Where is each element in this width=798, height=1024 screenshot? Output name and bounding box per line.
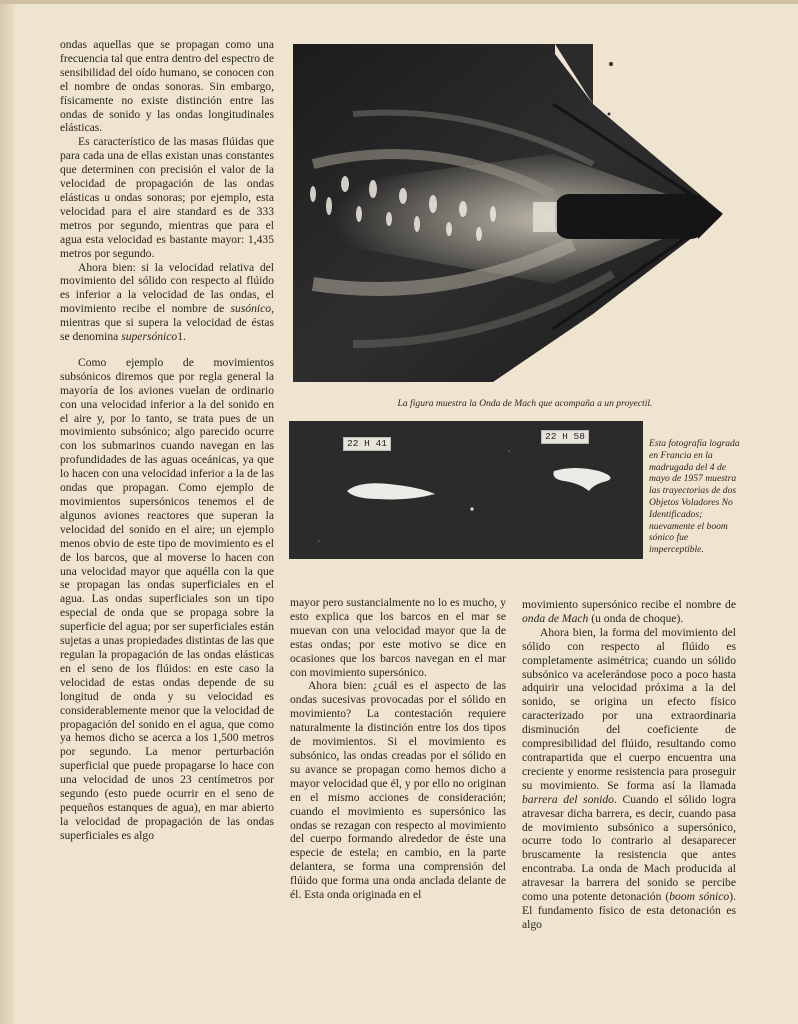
page-top-edge	[0, 0, 798, 4]
text-column-middle	[290, 596, 506, 902]
emphasized-term: susónico	[230, 302, 272, 316]
emphasized-term: barrera del sonido	[522, 792, 614, 806]
text-run: 1.	[177, 330, 186, 344]
mach-wave-image	[293, 44, 733, 382]
paragraph	[290, 679, 506, 902]
text-run: Ahora bien, la forma del movimiento del sólido con respecto al flúido es completamente asimétrica; cuando un sólido subsónico va acelerándose poco a poco hasta adquirir una velocidad próxima a la del sonido, se origina un efecto físico caracterizado por una extraordinaria disminución del coeficiente de compresibilidad del flúido, resultando como contrapartida que el cuerpo encuentra una creciente y enorme resistencia para proseguir su movimiento. Se forma así la llamada	[522, 625, 736, 792]
timestamp-left: 22 H 41	[343, 437, 391, 451]
paragraph	[60, 356, 274, 843]
emphasized-term: supersónico	[121, 330, 178, 344]
text-run: , mientras que si supera la velocidad de éstas se denomina	[60, 302, 274, 344]
text-run: mayor pero sustancialmente no lo es mucho, y esto explica que los barcos en el mar se muevan con una velocidad mayor que la de estas ondas; por este motivo se dice en ocasiones que los barcos navegan en el mar con movimiento supersónico.	[290, 596, 506, 679]
paragraph	[60, 38, 274, 135]
text-run: ). El fundamento físico de esta detonación es algo	[522, 890, 736, 931]
ufo-photo	[289, 421, 643, 559]
text-run: ondas aquellas que se propagan como una frecuencia tal que entra dentro del espectro de sensibilidad del oído humano, se conocen con el nombre de ondas sonoras. Sin embargo, físicamente no existe distinción entre las ondas de sonido y las ondas longitudinales elásticas.	[60, 38, 274, 135]
paragraph	[522, 598, 736, 626]
text-column-right	[522, 598, 736, 932]
emphasized-term: onda de Mach	[522, 611, 589, 625]
paragraph	[60, 135, 274, 260]
text-run: movimiento supersónico recibe el nombre de	[522, 598, 736, 611]
text-run: (u onda de choque).	[588, 611, 684, 625]
paragraph	[60, 261, 274, 344]
text-run: Ahora bien: ¿cuál es el aspecto de las ondas sucesivas provocadas por el sólido en movimiento? La contestación requiere naturalmente la distinción entre los dos tipos de movimientos. Si el movimiento es subsónico, las ondas creadas por el sólido en su avance se propagan como hemos dicho a mayor velocidad que él, y por ello no originan en el mismo acciones de consideración; cuando el movimiento es supersónico las ondas se rezagan con respecto al movimiento del cuerpo formando alrededor de éste una especie de estela; en cambio, en la parte delantera, se forma una comprensión del flúido que forma una onda anclada delante de él. Esta onda originada en el	[290, 679, 506, 902]
text-column-left	[60, 38, 274, 843]
text-run: Como ejemplo de movimientos subsónicos diremos que por regla general la mayoría de los aviones vuelan de ordinario con una velocidad inferior a la del sonido en el aire y, por lo tanto, se trata pues de un movimiento subsónico; algo parecido ocurre con los submarinos cuando navegan en las profundidades de las aguas oceánicas, ya que lo hacen con una velocidad inferior a la de las ondas que propagan. Como ejemplo de movimientos supersónicos tenemos el de algunos aviones reactores que superan la velocidad del sonido en el aire; un ejemplo menos obvio de este tipo de movimiento es el de los barcos, que al moverse lo hacen con una velocidad mayor que aquélla con la que se propagan las ondas superficiales en el agua. Las ondas superficiales son un tipo especial de onda que se propaga sobre la superficie del agua; por ser superficiales están sujetas a unas propiedades distintas de las que regulan la propagación de las ondas elásticas en el seno de los flúidos: en este caso la velocidad de estas ondas depende de su longitud de onda y su velocidad es considerablemente menor que la velocidad de propagación del sonido en el agua, que como ya hemos dicho se acerca a los 1,500 metros por segundo. La menor perturbación superficial que puede propagarse lo hace con una velocidad de unos 23 centímetros por segundo (esto puede ocurrir en el seno de pequeños estanques de agua), en mar abierto la velocidad de propagación de las ondas superficiales es algo	[60, 355, 274, 842]
paragraph	[522, 626, 736, 932]
text-run: Es característico de las masas flúidas que para cada una de ellas existan unas constantes que determinen con precisión el valor de la velocidad de propagación de las ondas elásticas u ondas sonoras; por ejemplo, esta velocidad para el aire standard es de 333 metros por segundo, mientras que para el agua esta velocidad es bastante mayor: 1,435 metros por segundo.	[60, 135, 274, 260]
ufo-photo-caption: Esta fotografía lograda en Francia en la madrugada del 4 de mayo de 1957 muestra las trayectorias de dos Objetos Voladores No Identificados; nuevamente el boom sónico fue imperceptible.	[649, 438, 740, 556]
paragraph	[290, 596, 506, 679]
text-run: . Cuando el sólido logra atravesar dicha barrera, es decir, cuando pasa de movimiento subsónico a supersónico, ocurre todo lo contrario al desaparecer bruscamente la resistencia que antes encontraba. La onda de Mach producida al atravesar la barrera del sonido se percibe como una potente detonación (	[522, 792, 736, 904]
timestamp-right: 22 H 58	[541, 430, 589, 444]
mach-wave-caption: La figura muestra la Onda de Mach que acompaña a un proyectil.	[397, 398, 653, 409]
page-binding-edge	[0, 0, 14, 1024]
mach-wave-photo	[293, 44, 733, 382]
text-run: Ahora bien: si la velocidad relativa del movimiento del sólido con respecto al flúido es inferior a la velocidad de las ondas, el movimiento recibe el nombre de	[60, 260, 274, 316]
emphasized-term: boom sónico	[669, 890, 730, 904]
